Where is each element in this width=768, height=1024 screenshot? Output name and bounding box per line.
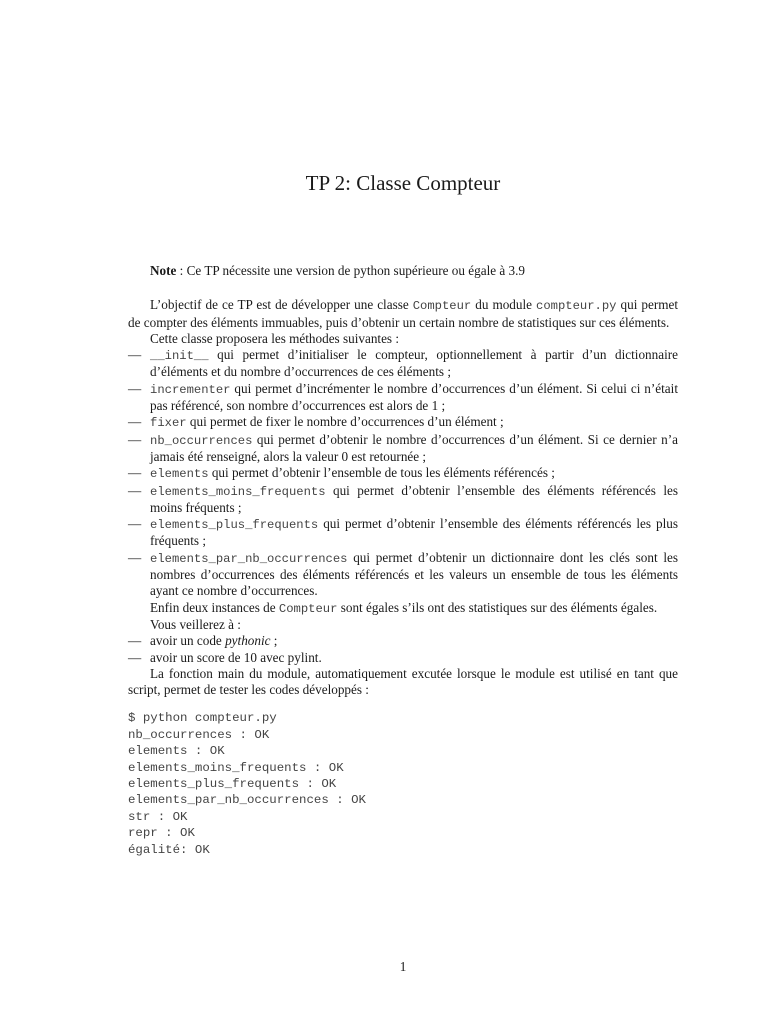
dash-bullet: — bbox=[128, 347, 142, 363]
method-name: elements_plus_frequents bbox=[150, 518, 319, 533]
code-line: égalité: OK bbox=[128, 842, 210, 857]
note-text: : Ce TP nécessite une version de python supérieure ou égale à 3.9 bbox=[176, 263, 526, 278]
intro-paragraph bbox=[128, 297, 678, 331]
code-line: str : OK bbox=[128, 809, 188, 824]
class-name-code: Compteur bbox=[412, 299, 472, 314]
intro-text-2: du module bbox=[471, 297, 537, 313]
note-paragraph bbox=[128, 263, 678, 279]
methods-intro: Cette classe proposera les méthodes suivantes : bbox=[150, 330, 400, 346]
dash-bullet: — bbox=[128, 380, 142, 396]
code-line: elements_plus_frequents : OK bbox=[128, 777, 337, 792]
method-desc: qui permet d’obtenir l’ensemble des éléments référencés les plus fréquents ; bbox=[150, 516, 678, 549]
dash-bullet: — bbox=[128, 516, 142, 532]
advice-item bbox=[128, 633, 678, 649]
advice-item bbox=[128, 650, 678, 666]
method-desc: qui permet d’incrémenter le nombre d’occurrences d’un élément. Si celui ci n’était pas référencé, son nombre d’occurrences est alors de 1 ; bbox=[150, 380, 678, 414]
intro-text-3: qui permet de compter des éléments immuables, puis d’obtenir un certain nombre de statistiques sur ces éléments. bbox=[128, 297, 679, 330]
method-name: __init__ bbox=[150, 349, 209, 364]
dash-bullet: — bbox=[128, 549, 142, 565]
method-item bbox=[128, 516, 678, 550]
method-desc: qui permet d’obtenir un dictionnaire dont les clés sont les nombres d’occurrences des éléments référencés et les valeurs un ensemble de tous les éléments ayant ce nombre d’occurrences. bbox=[150, 549, 678, 599]
method-desc: qui permet d’obtenir l’ensemble des éléments référencés les moins fréquents ; bbox=[150, 482, 678, 515]
code-line: repr : OK bbox=[128, 826, 195, 841]
code-line: elements_par_nb_occurrences : OK bbox=[128, 793, 366, 808]
module-name-code: compteur.py bbox=[536, 299, 617, 314]
method-item bbox=[128, 550, 678, 600]
methods-list bbox=[128, 347, 678, 599]
method-desc: qui permet de fixer le nombre d’occurrences d’un élément ; bbox=[186, 414, 504, 430]
dash-bullet: — bbox=[128, 482, 142, 498]
method-item bbox=[128, 381, 678, 415]
page-number: 1 bbox=[399, 959, 407, 974]
method-name: elements_moins_frequents bbox=[150, 484, 326, 499]
main-function-paragraph: La fonction main du module, automatiquement excutée lorsque le module est utilisé en tant que script, permet de tester les codes développés : bbox=[128, 665, 678, 698]
advice-text: avoir un score de 10 avec pylint. bbox=[150, 649, 322, 665]
dash-bullet: — bbox=[128, 414, 142, 430]
method-name: incrementer bbox=[150, 382, 231, 397]
advice-intro: Vous veillerez à : bbox=[150, 616, 241, 632]
code-line: $ python compteur.py bbox=[128, 711, 277, 726]
dash-bullet: — bbox=[128, 633, 142, 649]
advice-end: ; bbox=[270, 633, 278, 649]
advice-emphasis: pythonic bbox=[225, 633, 271, 649]
equality-text-1: Enfin deux instances de bbox=[150, 599, 279, 615]
method-name: elements_par_nb_occurrences bbox=[150, 551, 348, 566]
document-body bbox=[128, 263, 678, 858]
method-item bbox=[128, 414, 678, 431]
code-line: elements : OK bbox=[128, 744, 225, 759]
code-line: elements_moins_frequents : OK bbox=[128, 760, 344, 775]
method-desc: qui permet d’initialiser le compteur, optionnellement à partir d’un dictionnaire d’éléments et du nombre d’occurrences de ces éléments ; bbox=[150, 347, 678, 380]
code-line: nb_occurrences : OK bbox=[128, 727, 270, 742]
note-label: Note bbox=[150, 263, 177, 278]
code-block bbox=[128, 710, 678, 858]
intro-text-1: L’objectif de ce TP est de développer une classe bbox=[150, 297, 413, 313]
method-item bbox=[128, 347, 678, 381]
method-item bbox=[128, 465, 678, 482]
equality-text-2: sont égales s’ils ont des statistiques sur des éléments égales. bbox=[337, 599, 658, 615]
method-name: fixer bbox=[150, 416, 187, 431]
method-name: elements bbox=[150, 467, 209, 482]
document-title: TP 2: Classe Compteur bbox=[305, 171, 501, 195]
method-desc: qui permet d’obtenir le nombre d’occurrences d’un élément. Si ce dernier n’a jamais été renseigné, alors la valeur 0 est retournée ; bbox=[150, 431, 678, 464]
dash-bullet: — bbox=[128, 431, 142, 447]
method-desc: qui permet d’obtenir l’ensemble de tous les éléments référencés ; bbox=[208, 465, 555, 481]
method-item bbox=[128, 432, 678, 466]
advice-text: avoir un code bbox=[150, 633, 226, 649]
advice-list bbox=[128, 633, 678, 666]
method-item bbox=[128, 483, 678, 517]
method-name: nb_occurrences bbox=[150, 433, 253, 448]
dash-bullet: — bbox=[128, 465, 142, 481]
class-name-code: Compteur bbox=[278, 601, 338, 616]
equality-paragraph bbox=[128, 600, 678, 617]
dash-bullet: — bbox=[128, 649, 142, 665]
